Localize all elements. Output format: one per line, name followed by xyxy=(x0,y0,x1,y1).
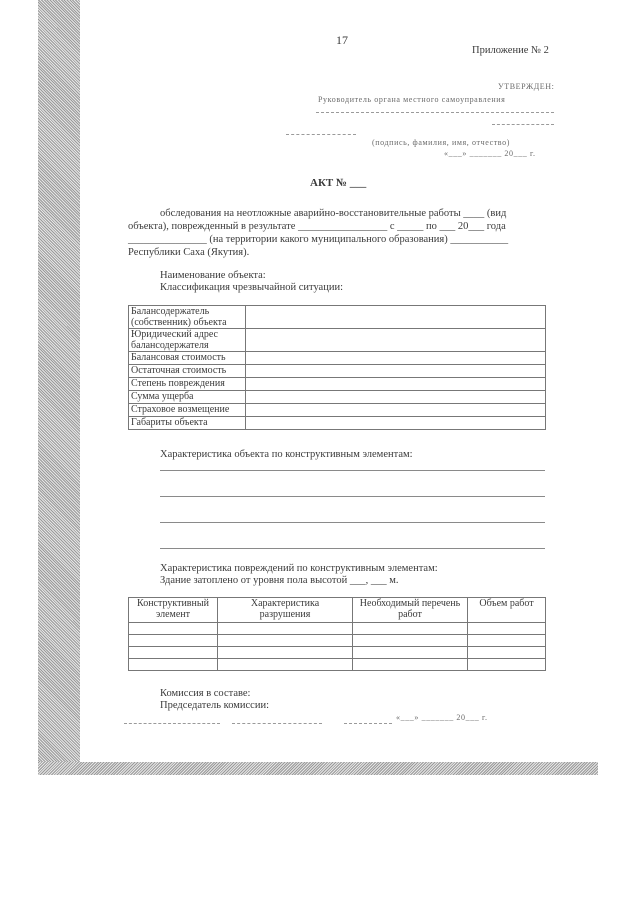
table-cell xyxy=(129,623,218,635)
table-row xyxy=(129,391,546,404)
flood-level-line: Здание затоплено от уровня пола высотой ___, ___ м. xyxy=(160,575,399,586)
table-cell xyxy=(129,647,218,659)
approve-sign-caption: (подпись, фамилия, имя, отчество) xyxy=(372,138,510,147)
table-row xyxy=(129,659,546,671)
table-cell xyxy=(129,635,218,647)
object-info-table xyxy=(128,305,546,430)
table-cell xyxy=(353,659,468,671)
table-cell xyxy=(246,378,546,391)
blank-line xyxy=(160,522,545,523)
table-row xyxy=(129,623,546,635)
signature-blank xyxy=(344,723,392,724)
table-row xyxy=(129,404,546,417)
appendix-label: Приложение № 2 xyxy=(472,45,549,56)
intro-line-2: объекта), поврежденный в результате _________________ с _____ по ___ 20___ года xyxy=(128,221,506,232)
approve-title: УТВЕРЖДЕН: xyxy=(498,82,555,91)
table-header-cell xyxy=(353,598,468,623)
table-cell xyxy=(246,404,546,417)
table-cell xyxy=(218,659,353,671)
table-cell xyxy=(353,623,468,635)
object-name-label: Наименование объекта: xyxy=(160,270,266,281)
table-cell: Страховое возмещение xyxy=(129,404,246,417)
table-row xyxy=(129,417,546,430)
blank-line xyxy=(160,470,545,471)
footer-date: «___» _______ 20___ г. xyxy=(396,713,488,722)
approve-date: «___» _______ 20___ г. xyxy=(444,149,536,158)
table-row xyxy=(129,635,546,647)
table-row xyxy=(129,329,546,352)
scan-border-left xyxy=(38,0,80,775)
table-cell xyxy=(129,329,246,352)
table-cell: Степень повреждения xyxy=(129,378,246,391)
table-cell: Балансовая стоимость xyxy=(129,352,246,365)
document-page xyxy=(80,0,598,762)
cell-text: Конструктивный xyxy=(137,598,209,609)
table-header-row xyxy=(129,598,546,623)
cell-text: Необходимый перечень работ xyxy=(359,598,461,620)
table-cell xyxy=(218,647,353,659)
table-cell xyxy=(353,647,468,659)
table-cell xyxy=(246,417,546,430)
intro-line-4: Республики Саха (Якутия). xyxy=(128,247,250,258)
table-cell xyxy=(468,659,546,671)
table-header-cell xyxy=(468,598,546,623)
table-cell xyxy=(246,306,546,329)
table-row xyxy=(129,647,546,659)
table-cell xyxy=(218,623,353,635)
approve-blank-1 xyxy=(316,112,554,113)
cell-text: элемент xyxy=(155,609,191,620)
signature-blank xyxy=(232,723,322,724)
table-cell xyxy=(468,623,546,635)
intro-line-3: _______________ (на территории какого муниципального образования) ___________ xyxy=(128,234,509,245)
table-cell xyxy=(129,306,246,329)
cell-text: Объем работ xyxy=(479,598,534,609)
intro-line-1: обследования на неотложные аварийно-восстановительные работы ____ (вид xyxy=(160,208,507,219)
approve-sign-blank xyxy=(286,134,356,135)
structural-characteristics-label: Характеристика объекта по конструктивным элементам: xyxy=(160,449,413,460)
table-cell xyxy=(246,329,546,352)
commission-label: Комиссия в составе: xyxy=(160,688,251,699)
cell-text: (собственник) объекта xyxy=(131,317,227,328)
blank-line xyxy=(160,496,545,497)
table-row xyxy=(129,352,546,365)
table-cell xyxy=(246,352,546,365)
table-cell xyxy=(129,659,218,671)
table-cell xyxy=(246,391,546,404)
table-cell: Сумма ущерба xyxy=(129,391,246,404)
table-cell xyxy=(468,647,546,659)
approve-head-line: Руководитель органа местного самоуправления xyxy=(318,95,506,104)
classification-label: Классификация чрезвычайной ситуации: xyxy=(160,282,343,293)
cell-text: разрушения xyxy=(259,609,311,620)
table-header-cell xyxy=(129,598,218,623)
cell-text: Юридический адрес xyxy=(131,329,218,340)
page-number: 17 xyxy=(336,33,348,47)
chairman-label: Председатель комиссии: xyxy=(160,700,269,711)
table-cell: Остаточная стоимость xyxy=(129,365,246,378)
table-cell xyxy=(218,635,353,647)
damage-table xyxy=(128,597,546,671)
cell-text: балансодержателя xyxy=(131,340,209,351)
signature-blank xyxy=(124,723,220,724)
cell-text: Балансодержатель xyxy=(131,306,210,317)
table-cell xyxy=(246,365,546,378)
table-row xyxy=(129,378,546,391)
table-header-cell xyxy=(218,598,353,623)
cell-text: Характеристика xyxy=(250,598,320,609)
act-title: АКТ № ___ xyxy=(310,177,367,189)
table-cell xyxy=(468,635,546,647)
approve-blank-2 xyxy=(492,124,554,125)
scan-border-bottom xyxy=(38,762,598,775)
table-cell xyxy=(353,635,468,647)
blank-line xyxy=(160,548,545,549)
damage-characteristics-label: Характеристика повреждений по конструктивным элементам: xyxy=(160,563,438,574)
table-row xyxy=(129,306,546,329)
table-cell: Габариты объекта xyxy=(129,417,246,430)
table-row xyxy=(129,365,546,378)
